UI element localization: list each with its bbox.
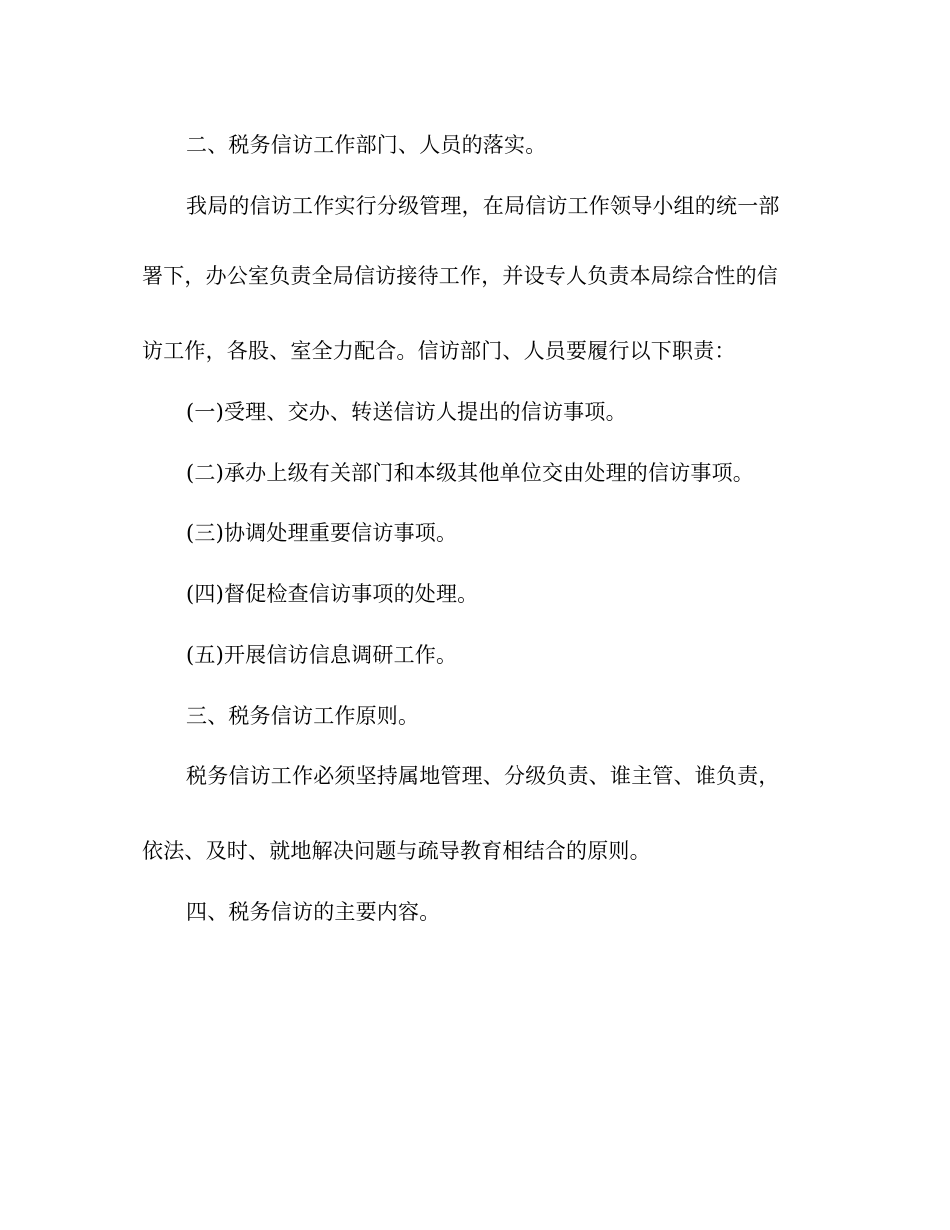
list-item: (一)受理、交办、转送信访人提出的信访事项。 [186,400,627,424]
paragraph-line: 我局的信访工作实行分级管理，在局信访工作领导小组的统一部 [186,194,780,218]
list-item: (二)承办上级有关部门和本级其他单位交由处理的信访事项。 [186,461,754,485]
paragraph-line: 依法、及时、就地解决问题与疏导教育相结合的原则。 [142,839,651,863]
paragraph-line: 税务信访工作必须坚持属地管理、分级负责、谁主管、谁负责， [186,764,780,788]
list-item: (四)督促检查信访事项的处理。 [186,582,479,606]
list-item: (五)开展信访信息调研工作。 [186,643,458,667]
list-item: (三)协调处理重要信访事项。 [186,521,458,545]
section-heading-2: 二、税务信访工作部门、人员的落实。 [186,133,547,157]
section-heading-3: 三、税务信访工作原则。 [186,704,420,728]
paragraph-line: 访工作，各股、室全力配合。信访部门、人员要履行以下职责： [142,339,736,363]
section-heading-4: 四、税务信访的主要内容。 [186,900,441,924]
paragraph-line: 署下，办公室负责全局信访接待工作，并设专人负责本局综合性的信 [142,264,778,288]
